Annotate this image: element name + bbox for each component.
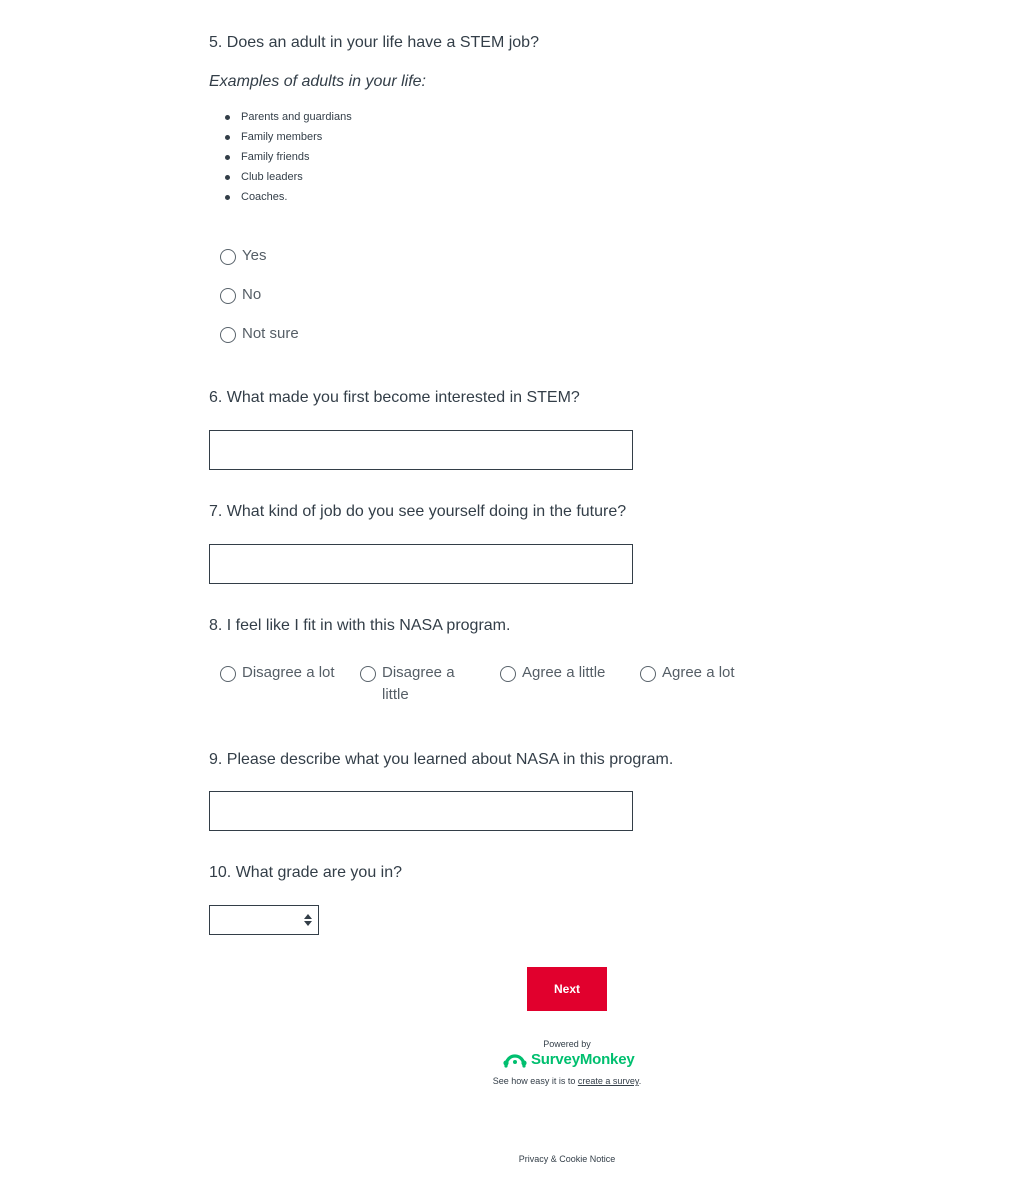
radio-label: No (242, 286, 262, 303)
radio-circle-icon[interactable] (220, 327, 236, 343)
question-5-subtitle: Examples of adults in your life: (209, 73, 426, 90)
radio-label: Agree a lot (662, 664, 735, 681)
create-survey-link[interactable]: create a survey (577, 1076, 639, 1086)
question-9-title: 9. Please describe what you learned about NASA in this program. (209, 751, 674, 768)
radio-label: Yes (242, 247, 267, 264)
examples-list (209, 110, 352, 210)
radio-no[interactable] (220, 284, 261, 306)
radio-circle-icon[interactable] (220, 249, 236, 265)
select-arrows-icon (303, 913, 313, 927)
easy-text-end: . (638, 1076, 642, 1086)
question-6-title: 6. What made you first become interested in STEM? (209, 389, 580, 406)
radio-circle-icon[interactable] (360, 666, 376, 682)
easy-text: See how easy it is to (492, 1076, 578, 1086)
create-survey-text (467, 1076, 667, 1086)
radio-disagree-a-little[interactable] (360, 662, 470, 706)
powered-by-text: Powered by (543, 1039, 591, 1049)
radio-not-sure[interactable] (220, 323, 299, 345)
list-item: Parents and guardians (209, 110, 352, 130)
radio-disagree-a-lot[interactable] (220, 662, 350, 684)
radio-label: Not sure (242, 325, 299, 342)
surveymonkey-logo[interactable] (503, 1051, 634, 1068)
question-6-input[interactable] (209, 430, 633, 470)
list-item: Club leaders (209, 170, 352, 190)
list-item: Family friends (209, 150, 352, 170)
radio-circle-icon[interactable] (220, 666, 236, 682)
surveymonkey-wordmark: SurveyMonkey (531, 1051, 635, 1068)
radio-agree-a-lot[interactable] (640, 662, 770, 684)
surveymonkey-icon (503, 1052, 527, 1068)
radio-label: Agree a little (522, 664, 606, 681)
list-item: Coaches. (209, 190, 352, 210)
question-7-input[interactable] (209, 544, 633, 584)
question-8-title: 8. I feel like I fit in with this NASA program. (209, 617, 511, 634)
next-button[interactable]: Next (527, 967, 607, 1011)
question-9-input[interactable] (209, 791, 633, 831)
radio-circle-icon[interactable] (640, 666, 656, 682)
radio-circle-icon[interactable] (500, 666, 516, 682)
radio-agree-a-little[interactable] (500, 662, 630, 684)
privacy-cookie-notice-link[interactable]: Privacy & Cookie Notice (518, 1154, 616, 1164)
grade-select[interactable] (209, 905, 319, 935)
list-item: Family members (209, 130, 352, 150)
question-10-title: 10. What grade are you in? (209, 864, 403, 881)
radio-label: Disagree a little (382, 664, 455, 703)
radio-circle-icon[interactable] (220, 288, 236, 304)
radio-yes[interactable] (220, 245, 266, 267)
question-5-title: 5. Does an adult in your life have a STEM job? (209, 34, 539, 51)
radio-label: Disagree a lot (242, 664, 335, 681)
question-7-title: 7. What kind of job do you see yourself doing in the future? (209, 503, 627, 520)
